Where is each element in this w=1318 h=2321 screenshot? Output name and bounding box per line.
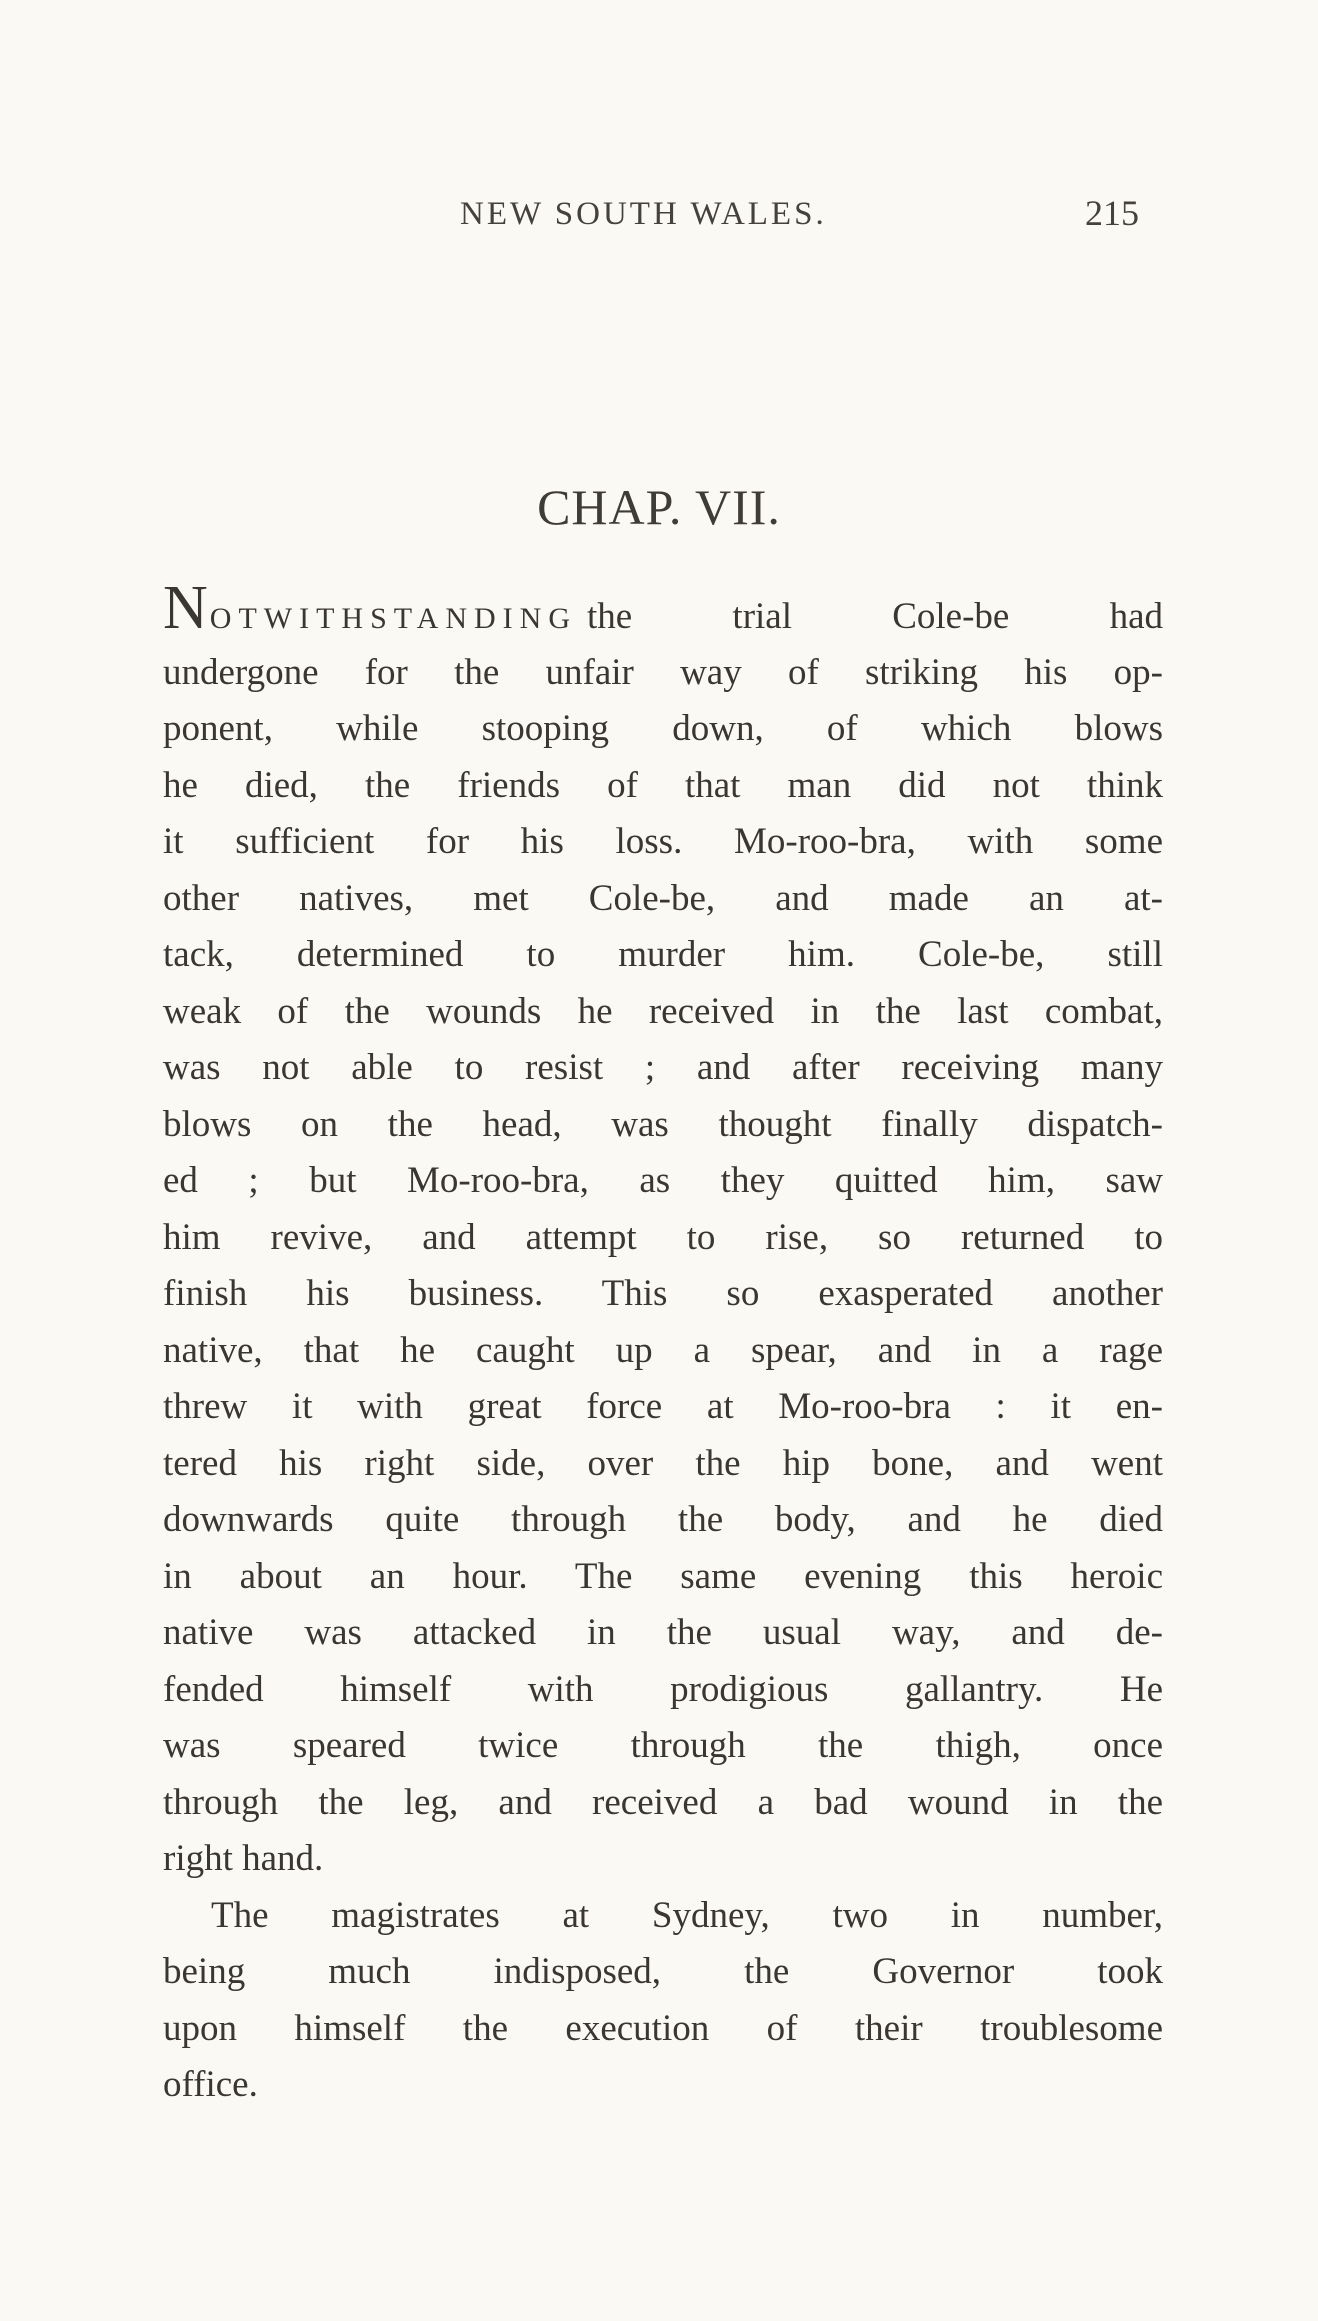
paragraph-line: threw it with great force at Mo-roo-bra : it en- <box>163 1386 1163 1427</box>
paragraph-line: blows on the head, was thought finally dispatch- <box>163 1103 1163 1145</box>
paragraph-line: right hand. <box>163 1838 324 1879</box>
paragraph-line: weak of the wounds he received in the last combat, <box>163 990 1163 1032</box>
opening-word: OTWITHSTANDING <box>209 602 577 635</box>
paragraph-line: he died, the friends of that man did not think <box>163 764 1163 806</box>
paragraph-line: him revive, and attempt to rise, so returned to <box>163 1216 1163 1258</box>
paragraph-line: upon himself the execution of their troublesome <box>163 2007 1163 2049</box>
paragraph-line: it sufficient for his loss. Mo-roo-bra, with some <box>163 821 1163 862</box>
paragraph-line: downwards quite through the body, and he died <box>163 1499 1163 1540</box>
paragraph-line: finish his business. This so exasperated another <box>163 1273 1163 1314</box>
body-text <box>163 574 1163 2114</box>
paragraph-line: ed ; but Mo-roo-bra, as they quitted him, saw <box>163 1160 1163 1201</box>
page-number: 215 <box>1085 193 1139 233</box>
paragraph-line: in about an hour. The same evening this heroic <box>163 1555 1163 1597</box>
paragraph-line: tered his right side, over the hip bone, and went <box>163 1442 1163 1484</box>
chapter-heading: CHAP. VII. <box>537 479 781 535</box>
paragraph-line: the trial Cole-be had <box>587 596 1163 637</box>
paragraph-line: being much indisposed, the Governor took <box>163 1951 1163 1992</box>
drop-cap: N <box>163 574 208 642</box>
paragraph-line: through the leg, and received a bad wound in the <box>163 1781 1163 1823</box>
paragraph-line: fended himself with prodigious gallantry. He <box>163 1668 1163 1710</box>
paragraph-line: was speared twice through the thigh, once <box>163 1725 1163 1766</box>
paragraph-line: tack, determined to murder him. Cole-be, still <box>163 934 1163 975</box>
paragraph-line: undergone for the unfair way of striking his op- <box>163 651 1163 693</box>
paragraph-line: office. <box>163 2064 258 2105</box>
paragraph-line: The magistrates at Sydney, two in number, <box>211 1894 1163 1936</box>
paragraph-line: native, that he caught up a spear, and in a rage <box>163 1329 1163 1371</box>
paragraph-line: native was attacked in the usual way, and de- <box>163 1612 1163 1653</box>
paragraph-line: other natives, met Cole-be, and made an at- <box>163 877 1163 919</box>
running-title: NEW SOUTH WALES. <box>460 196 827 232</box>
paragraph-line-first <box>163 574 1163 645</box>
paragraph-line: was not able to resist ; and after receiving many <box>163 1047 1163 1088</box>
paragraph-line: ponent, while stooping down, of which blows <box>163 708 1163 749</box>
